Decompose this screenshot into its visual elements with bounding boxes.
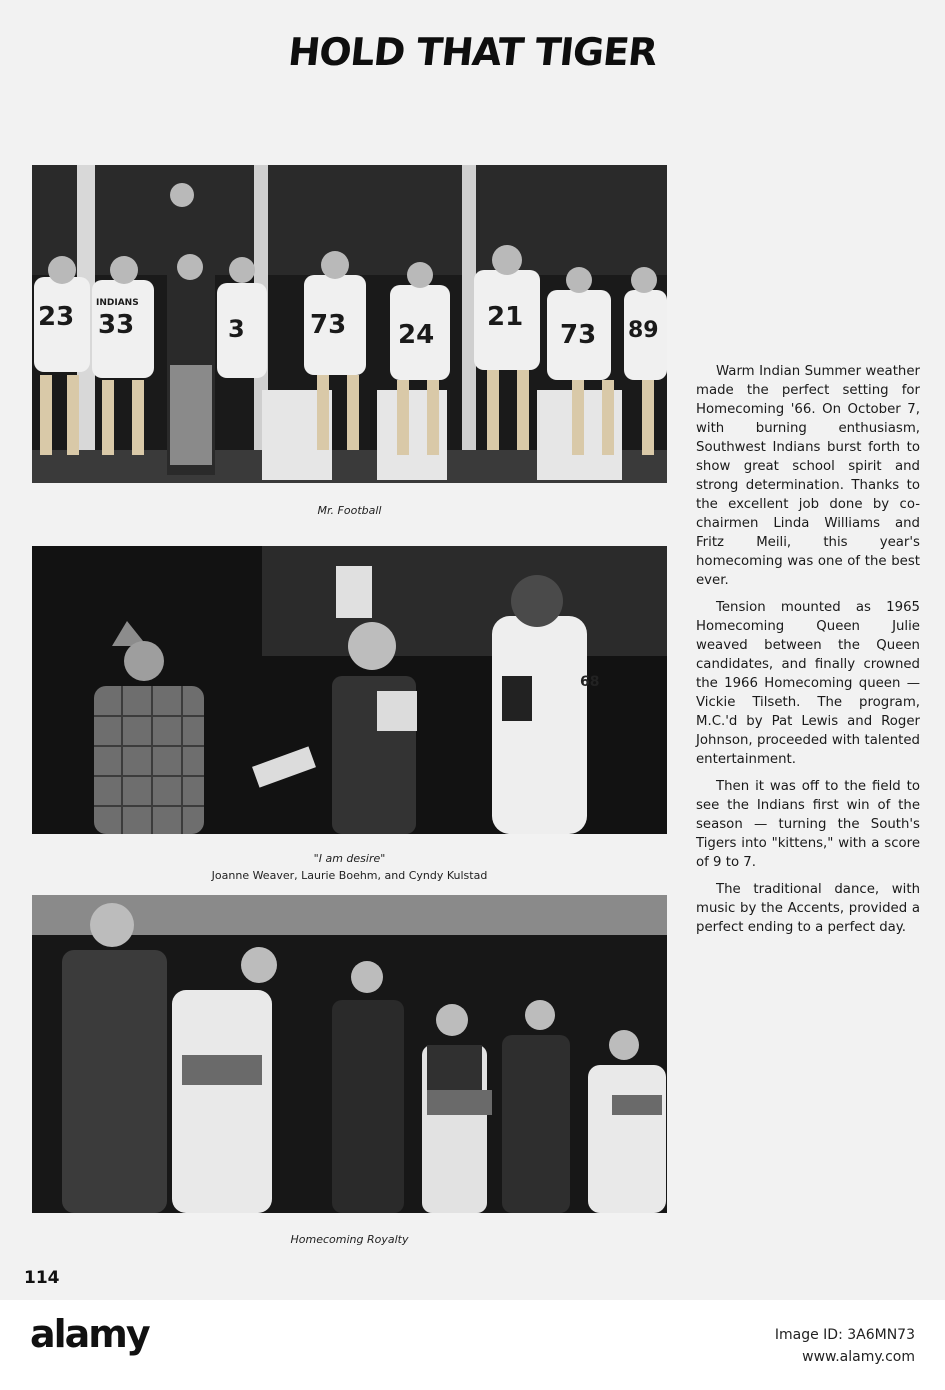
article-paragraph: The traditional dance, with music by the Accents, provided a perfect ending to a perfect day.	[696, 882, 920, 935]
jersey-number: 23	[38, 302, 75, 332]
caption-homecoming-royalty	[32, 1231, 667, 1248]
jersey-number: 21	[487, 302, 524, 332]
jersey-text: INDIANS	[96, 298, 139, 308]
jersey-number: 89	[628, 318, 659, 343]
article-body	[696, 362, 920, 945]
jersey-number: 3	[228, 315, 245, 343]
jersey-number: 73	[310, 310, 347, 340]
article-paragraph: Tension mounted as 1965 Homecoming Queen Julie weaved between the Queen candidates, and finally crowned the 1966 Homecoming queen — Vickie Tilseth. The program, M.C.'d by Pat Lewis and Roger Johnson, proceeded with talented entertainment.	[696, 600, 920, 767]
site-url: www.alamy.com	[802, 1349, 915, 1365]
caption-line: Homecoming Royalty	[290, 1233, 409, 1246]
page-number: 114	[24, 1268, 60, 1288]
article-paragraph: Then it was off to the field to see the Indians first win of the season — turning the South's Tigers into "kittens," with a score of 9 to 7.	[696, 779, 920, 870]
caption-mr-football	[32, 502, 667, 519]
photo-i-am-desire	[32, 546, 667, 834]
jersey-number: 33	[98, 310, 135, 340]
photo-mr-football	[32, 165, 667, 483]
article-paragraph: Warm Indian Summer weather made the perfect setting for Homecoming '66. On October 7, with burning enthusiasm, Southwest Indians burst forth to show great school spirit and strong determination. Thanks to the excellent job done by co-chairmen Linda Williams and Fritz Meili, this year's homecoming was one of the best ever.	[696, 364, 920, 588]
jersey-number: 68	[580, 674, 600, 690]
photo-homecoming-royalty	[32, 895, 667, 1213]
caption-i-am-desire	[32, 850, 667, 884]
caption-line: Joanne Weaver, Laurie Boehm, and Cyndy Kulstad	[211, 869, 488, 882]
caption-line: Mr. Football	[317, 504, 382, 517]
jersey-number: 24	[398, 320, 435, 350]
page-title: HOLD THAT TIGER	[286, 30, 659, 74]
jersey-number: 73	[560, 320, 597, 350]
alamy-logo: alamy	[30, 1312, 149, 1356]
image-id: Image ID: 3A6MN73	[774, 1327, 915, 1343]
caption-line: "I am desire"	[313, 852, 386, 865]
